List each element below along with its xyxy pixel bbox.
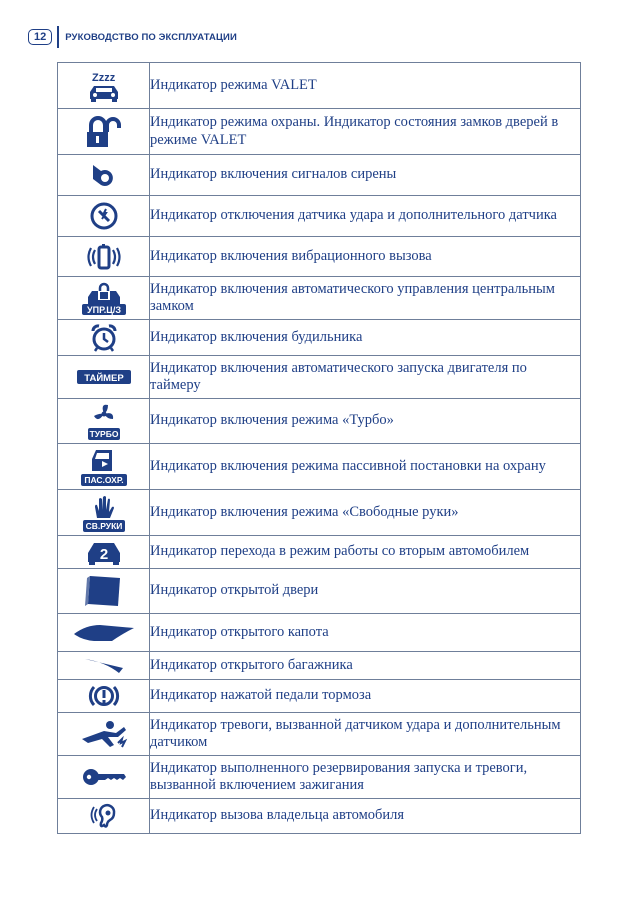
table-row — [58, 799, 581, 834]
open-door-icon — [84, 573, 124, 609]
indicator-description: Индикатор вызова владельца автомобиля — [150, 799, 581, 834]
icon-cell — [58, 444, 150, 490]
alarm-clock-icon — [89, 323, 119, 353]
central-lock-car-icon — [79, 280, 129, 316]
indicator-description: Индикатор перехода в режим работы со вторым автомобилем — [150, 536, 581, 569]
indicator-description: Индикатор включения вибрационного вызова — [150, 237, 581, 277]
table-row — [58, 444, 581, 490]
timer-label: ТАЙМЕР — [83, 373, 124, 384]
icon-cell — [58, 652, 150, 680]
ignition-key-icon — [80, 763, 128, 791]
table-row — [58, 536, 581, 569]
icon-cell — [58, 109, 150, 155]
table-row — [58, 614, 581, 652]
shock-sensor-off-icon — [89, 201, 119, 231]
table-row — [58, 569, 581, 614]
passive-arming-label: ПАС.ОХР. — [83, 474, 124, 485]
icon-cell — [58, 63, 150, 109]
indicator-description: Индикатор режима VALET — [150, 63, 581, 109]
icon-cell — [58, 799, 150, 834]
turbo-fan-icon — [84, 401, 124, 441]
indicator-description: Индикатор открытой двери — [150, 569, 581, 614]
indicator-description: Индикатор включения автоматического запуска двигателя по таймеру — [150, 356, 581, 399]
alarm-running-man-icon — [74, 717, 134, 751]
turbo-label: ТУРБО — [89, 429, 118, 439]
vibrating-phone-icon — [86, 242, 122, 272]
table-row — [58, 63, 581, 109]
icon-cell — [58, 196, 150, 237]
owner-call-ear-icon — [89, 801, 119, 831]
table-row — [58, 652, 581, 680]
hands-free-label: СВ.РУКИ — [85, 520, 122, 531]
icon-cell — [58, 490, 150, 536]
valet-car-icon — [84, 69, 124, 103]
page-number: 12 — [28, 29, 52, 45]
table-row — [58, 756, 581, 799]
icon-cell — [58, 320, 150, 356]
central-lock-label: УПР.Ц/З — [86, 305, 121, 315]
icon-cell — [58, 155, 150, 196]
padlock-icon — [83, 114, 125, 150]
brake-pedal-icon — [87, 682, 121, 710]
icon-cell — [58, 756, 150, 799]
siren-horn-icon — [89, 161, 119, 189]
indicator-description: Индикатор включения будильника — [150, 320, 581, 356]
passive-arming-door-icon — [78, 447, 130, 487]
table-row — [58, 196, 581, 237]
table-row — [58, 713, 581, 756]
valet-zzz-text: Zzzz — [91, 71, 115, 84]
table-row — [58, 155, 581, 196]
indicator-description: Индикатор включения сигналов сирены — [150, 155, 581, 196]
indicator-table — [57, 62, 581, 834]
page-header — [28, 26, 237, 48]
hands-free-hand-icon — [80, 493, 128, 533]
indicator-description: Индикатор режима охраны. Индикатор состояния замков дверей в режиме VALET — [150, 109, 581, 155]
icon-cell — [58, 277, 150, 320]
icon-cell — [58, 614, 150, 652]
table-row — [58, 277, 581, 320]
icon-cell — [58, 356, 150, 399]
indicator-description: Индикатор нажатой педали тормоза — [150, 680, 581, 713]
table-row — [58, 356, 581, 399]
table-row — [58, 490, 581, 536]
indicator-description: Индикатор открытого багажника — [150, 652, 581, 680]
table-row — [58, 109, 581, 155]
indicator-description: Индикатор тревоги, вызванной датчиком удара и дополнительным датчиком — [150, 713, 581, 756]
second-car-icon — [84, 538, 124, 566]
icon-cell — [58, 680, 150, 713]
indicator-description: Индикатор открытого капота — [150, 614, 581, 652]
table-row — [58, 237, 581, 277]
icon-cell — [58, 399, 150, 444]
indicator-description: Индикатор включения режима «Турбо» — [150, 399, 581, 444]
table-row — [58, 680, 581, 713]
indicator-description: Индикатор выполненного резервирования запуска и тревоги, вызванной включением зажигания — [150, 756, 581, 799]
table-row — [58, 320, 581, 356]
icon-cell — [58, 569, 150, 614]
icon-cell — [58, 237, 150, 277]
second-car-number: 2 — [99, 546, 108, 563]
table-row — [58, 399, 581, 444]
timer-label-icon — [76, 368, 132, 386]
icon-cell — [58, 536, 150, 569]
open-trunk-icon — [79, 656, 129, 676]
indicator-description: Индикатор включения режима пассивной постановки на охрану — [150, 444, 581, 490]
header-title: РУКОВОДСТВО ПО ЭКСПЛУАТАЦИИ — [65, 31, 237, 43]
indicator-description: Индикатор включения автоматического управления центральным замком — [150, 277, 581, 320]
header-divider — [57, 26, 59, 48]
indicator-description: Индикатор включения режима «Свободные руки» — [150, 490, 581, 536]
open-hood-icon — [72, 622, 136, 644]
indicator-description: Индикатор отключения датчика удара и дополнительного датчика — [150, 196, 581, 237]
icon-cell — [58, 713, 150, 756]
